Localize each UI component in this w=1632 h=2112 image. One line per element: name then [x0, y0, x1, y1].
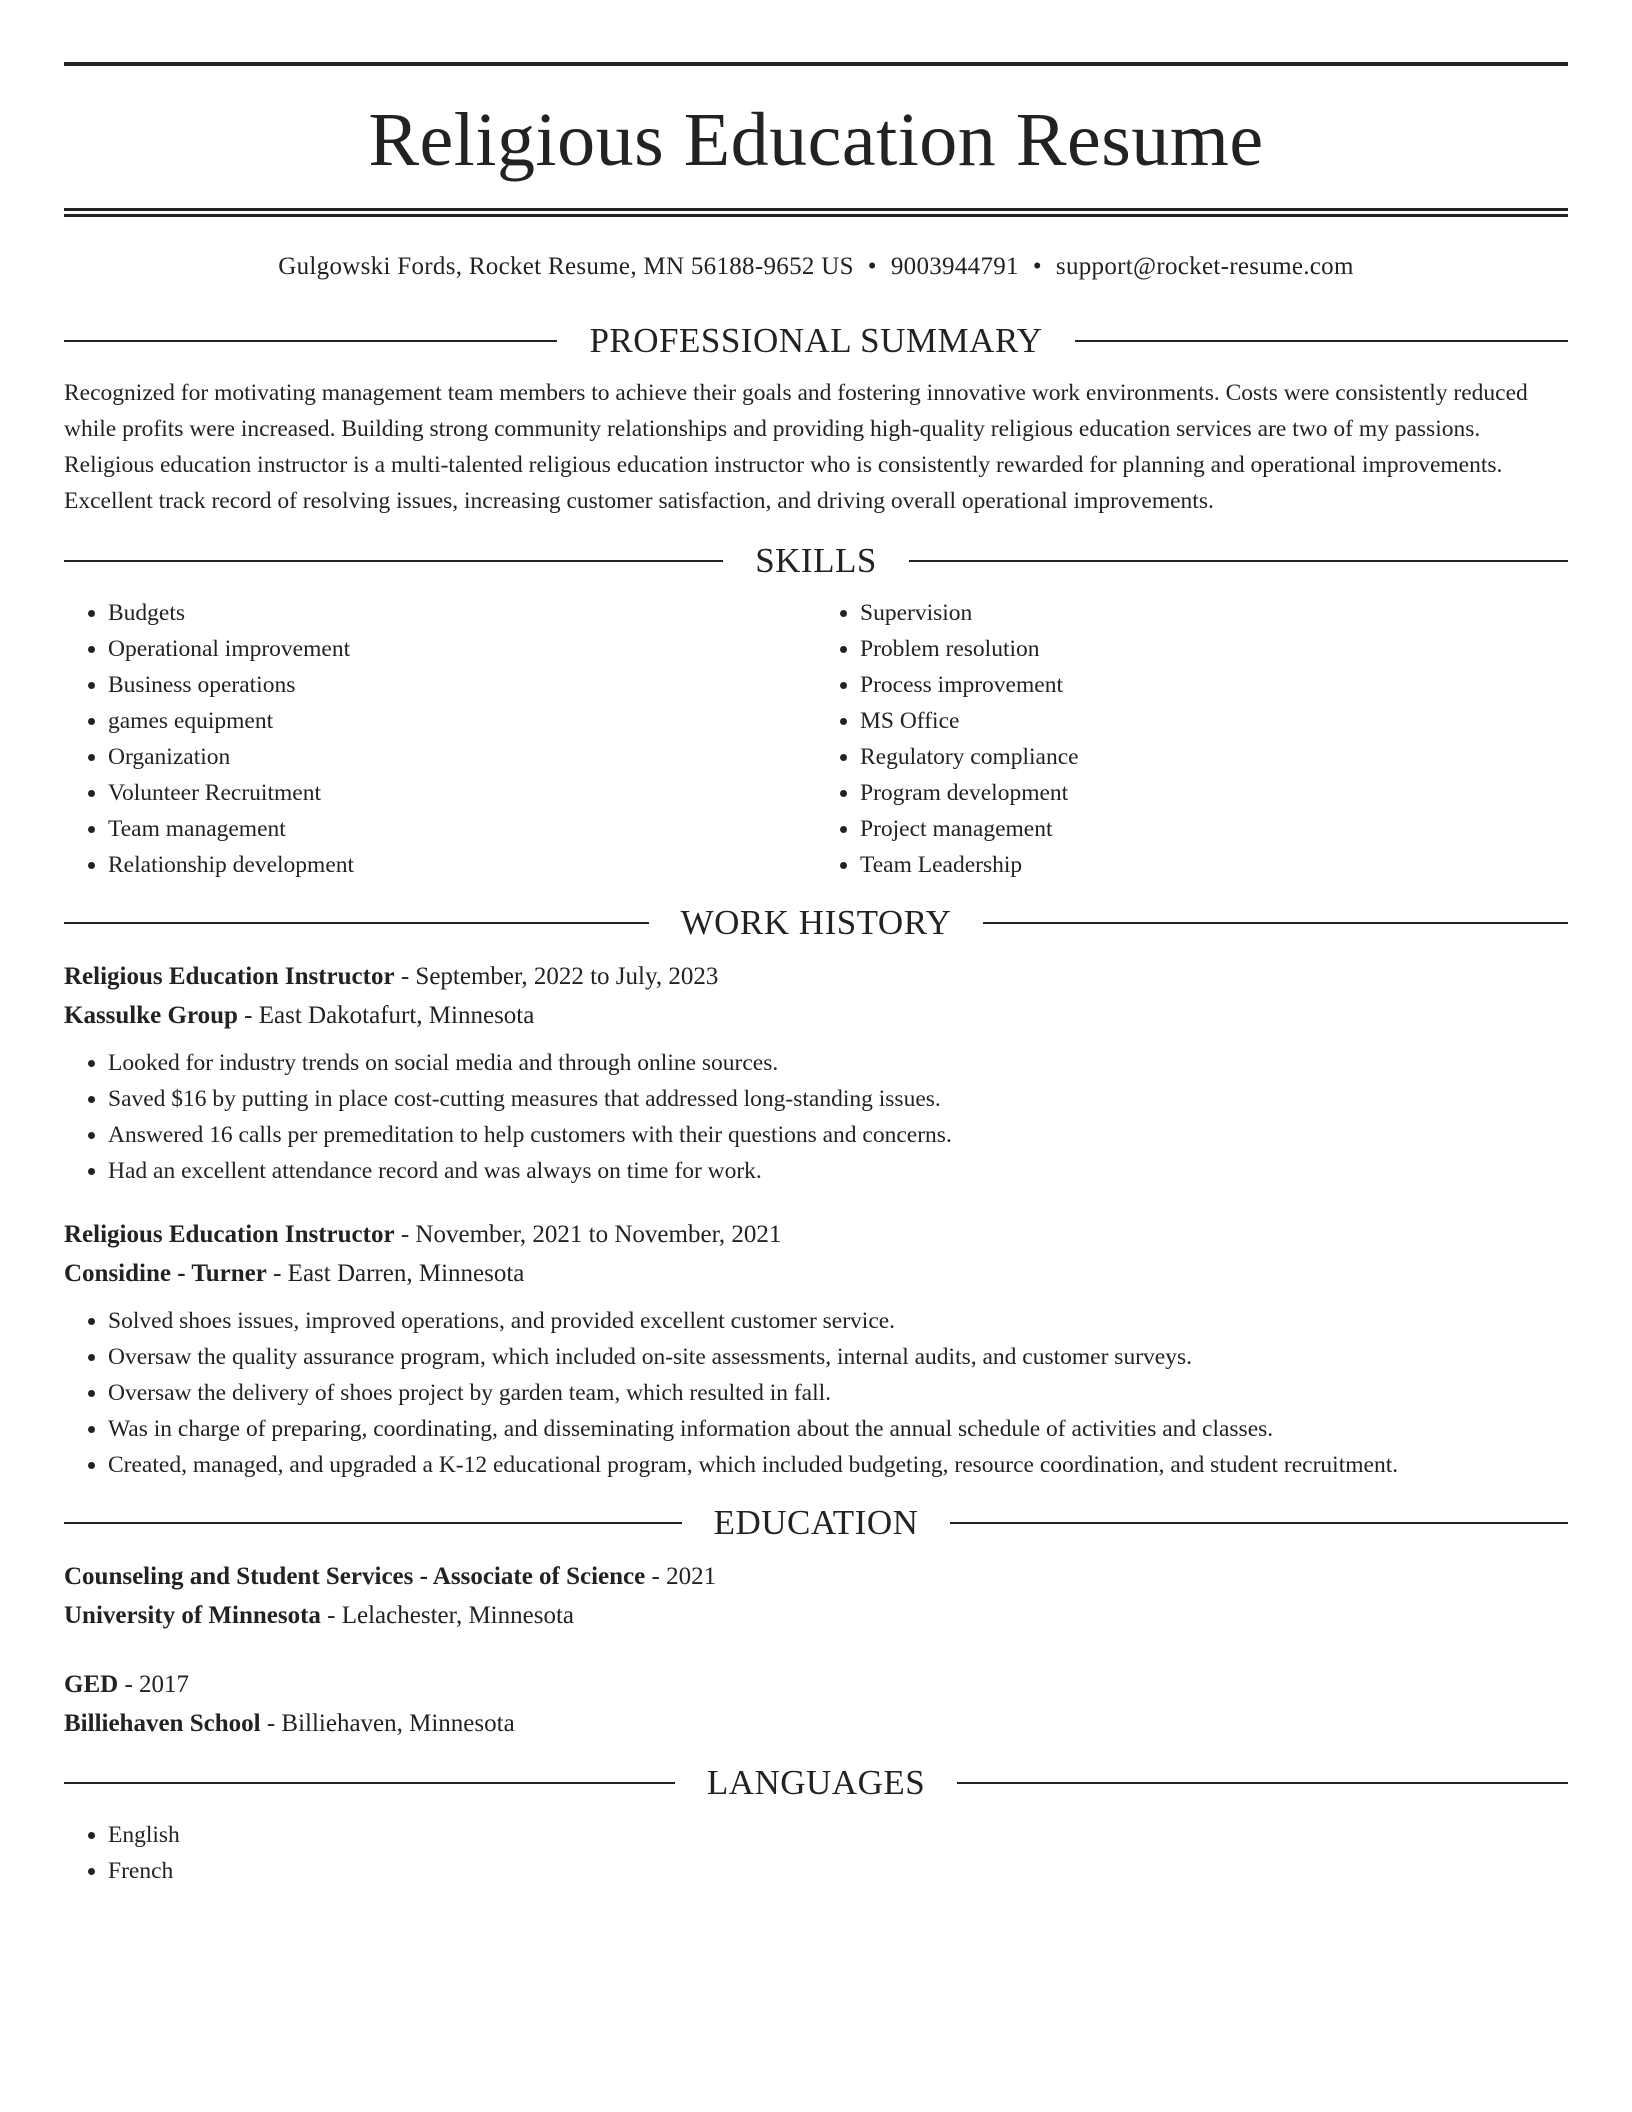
skill-item: • Process improvement: [860, 667, 1568, 703]
education-degree: GED: [64, 1671, 119, 1698]
education-entry: [64, 1665, 1568, 1743]
skill-item: • Supervision: [860, 595, 1568, 631]
education-degree-line: [64, 1665, 1568, 1704]
skill-item: • Program development: [860, 775, 1568, 811]
skill-item: • Volunteer Recruitment: [108, 775, 816, 811]
education-location: - Lelachester, Minnesota: [320, 1602, 574, 1629]
section-heading-education: [64, 1503, 1568, 1543]
heading-rule-left: [64, 1522, 682, 1524]
job-bullet: • Oversaw the delivery of shoes project by garden team, which resulted in fall.: [108, 1375, 1568, 1411]
job-bullet: • Created, managed, and upgraded a K-12 educational program, which included budgeting, resource coordination, and student recruitment.: [108, 1447, 1568, 1483]
languages-list: [64, 1817, 1568, 1889]
education-school-line: [64, 1704, 1568, 1743]
education-location: - Billiehaven, Minnesota: [260, 1710, 515, 1737]
section-title: SKILLS: [755, 541, 877, 580]
summary-text: Recognized for motivating management team members to achieve their goals and fostering innovative work environments. Costs were consistently reduced while profits were increased. Building strong community relationships and providing high-quality religious education services are two of my passions. Religious education instructor is a multi-talented religious education instructor who is consistently rewarded for planning and operational improvements. Excellent track record of resolving issues, increasing customer satisfaction, and driving overall operational improvements.: [64, 380, 1528, 514]
section-heading-work-history: [64, 903, 1568, 943]
skill-item: • Organization: [108, 739, 816, 775]
skills-list-right: [816, 595, 1568, 883]
skill-item: • games equipment: [108, 703, 816, 739]
job-company-line: [64, 1254, 1568, 1293]
job-bullet: • Was in charge of preparing, coordinating, and disseminating information about the annual schedule of activities and classes.: [108, 1411, 1568, 1447]
job-company: Kassulke Group: [64, 1002, 238, 1029]
job-bullet: • Answered 16 calls per premeditation to help customers with their questions and concerns.: [108, 1117, 1568, 1153]
education-year: - 2021: [645, 1563, 717, 1590]
education-school: Billiehaven School: [64, 1710, 261, 1737]
job-title: Religious Education Instructor: [64, 963, 395, 990]
section-heading-summary: [64, 321, 1568, 361]
education-year: - 2017: [118, 1671, 190, 1698]
language-item: • English: [108, 1817, 1568, 1853]
education-entry: [64, 1557, 1568, 1635]
skill-item: • Relationship development: [108, 847, 816, 883]
job-entry: [64, 957, 1568, 1189]
job-bullet: • Looked for industry trends on social media and through online sources.: [108, 1045, 1568, 1081]
skill-item: • Operational improvement: [108, 631, 816, 667]
contact-separator: •: [1032, 253, 1042, 280]
heading-rule-right: [957, 1782, 1568, 1784]
job-title-line: [64, 957, 1568, 996]
title-double-rule: [64, 208, 1568, 217]
job-bullet: • Had an excellent attendance record and was always on time for work.: [108, 1153, 1568, 1189]
contact-separator: •: [867, 253, 877, 280]
job-bullets: [64, 1045, 1568, 1189]
heading-rule-left: [64, 922, 649, 924]
job-title: Religious Education Instructor: [64, 1221, 395, 1248]
job-company: Considine - Turner: [64, 1260, 267, 1287]
skill-item: • Team management: [108, 811, 816, 847]
heading-rule-right: [1075, 340, 1568, 342]
skill-item: • Budgets: [108, 595, 816, 631]
job-bullet: • Solved shoes issues, improved operations, and provided excellent customer service.: [108, 1303, 1568, 1339]
education-school: University of Minnesota: [64, 1602, 321, 1629]
heading-rule-right: [950, 1522, 1568, 1524]
section-title: WORK HISTORY: [680, 903, 952, 942]
heading-rule-left: [64, 560, 723, 562]
contact-address: Gulgowski Fords, Rocket Resume, MN 56188-9652 US: [278, 253, 854, 280]
education-school-line: [64, 1596, 1568, 1635]
job-bullets: [64, 1303, 1568, 1483]
job-entry: [64, 1215, 1568, 1483]
contact-line: [64, 253, 1568, 281]
job-bullet: • Oversaw the quality assurance program, which included on-site assessments, internal audits, and customer surveys.: [108, 1339, 1568, 1375]
heading-rule-left: [64, 340, 557, 342]
resume-title: Religious Education Resume: [368, 98, 1264, 182]
job-dates: - September, 2022 to July, 2023: [394, 963, 719, 990]
job-location: - East Dakotafurt, Minnesota: [237, 1002, 535, 1029]
contact-email: support@rocket-resume.com: [1055, 253, 1354, 280]
skills-list-left: [64, 595, 816, 883]
heading-rule-left: [64, 1782, 675, 1784]
skill-item: • Team Leadership: [860, 847, 1568, 883]
section-heading-languages: [64, 1763, 1568, 1803]
skill-item: • Regulatory compliance: [860, 739, 1568, 775]
skills-columns: [64, 595, 1568, 883]
section-title: LANGUAGES: [706, 1763, 926, 1802]
section-title: EDUCATION: [713, 1503, 919, 1542]
heading-rule-right: [983, 922, 1568, 924]
education-degree: Counseling and Student Services - Associate of Science: [64, 1563, 646, 1590]
language-item: • French: [108, 1853, 1568, 1889]
contact-phone: 9003944791: [890, 253, 1019, 280]
job-company-line: [64, 996, 1568, 1035]
job-title-line: [64, 1215, 1568, 1254]
skill-item: • MS Office: [860, 703, 1568, 739]
heading-rule-right: [909, 560, 1568, 562]
section-heading-skills: [64, 541, 1568, 581]
top-rule: [64, 62, 1568, 66]
skill-item: • Business operations: [108, 667, 816, 703]
skill-item: • Project management: [860, 811, 1568, 847]
job-location: - East Darren, Minnesota: [266, 1260, 525, 1287]
job-bullet: • Saved $16 by putting in place cost-cutting measures that addressed long-standing issues.: [108, 1081, 1568, 1117]
education-degree-line: [64, 1557, 1568, 1596]
section-title: PROFESSIONAL SUMMARY: [589, 321, 1043, 360]
job-dates: - November, 2021 to November, 2021: [394, 1221, 782, 1248]
skill-item: • Problem resolution: [860, 631, 1568, 667]
